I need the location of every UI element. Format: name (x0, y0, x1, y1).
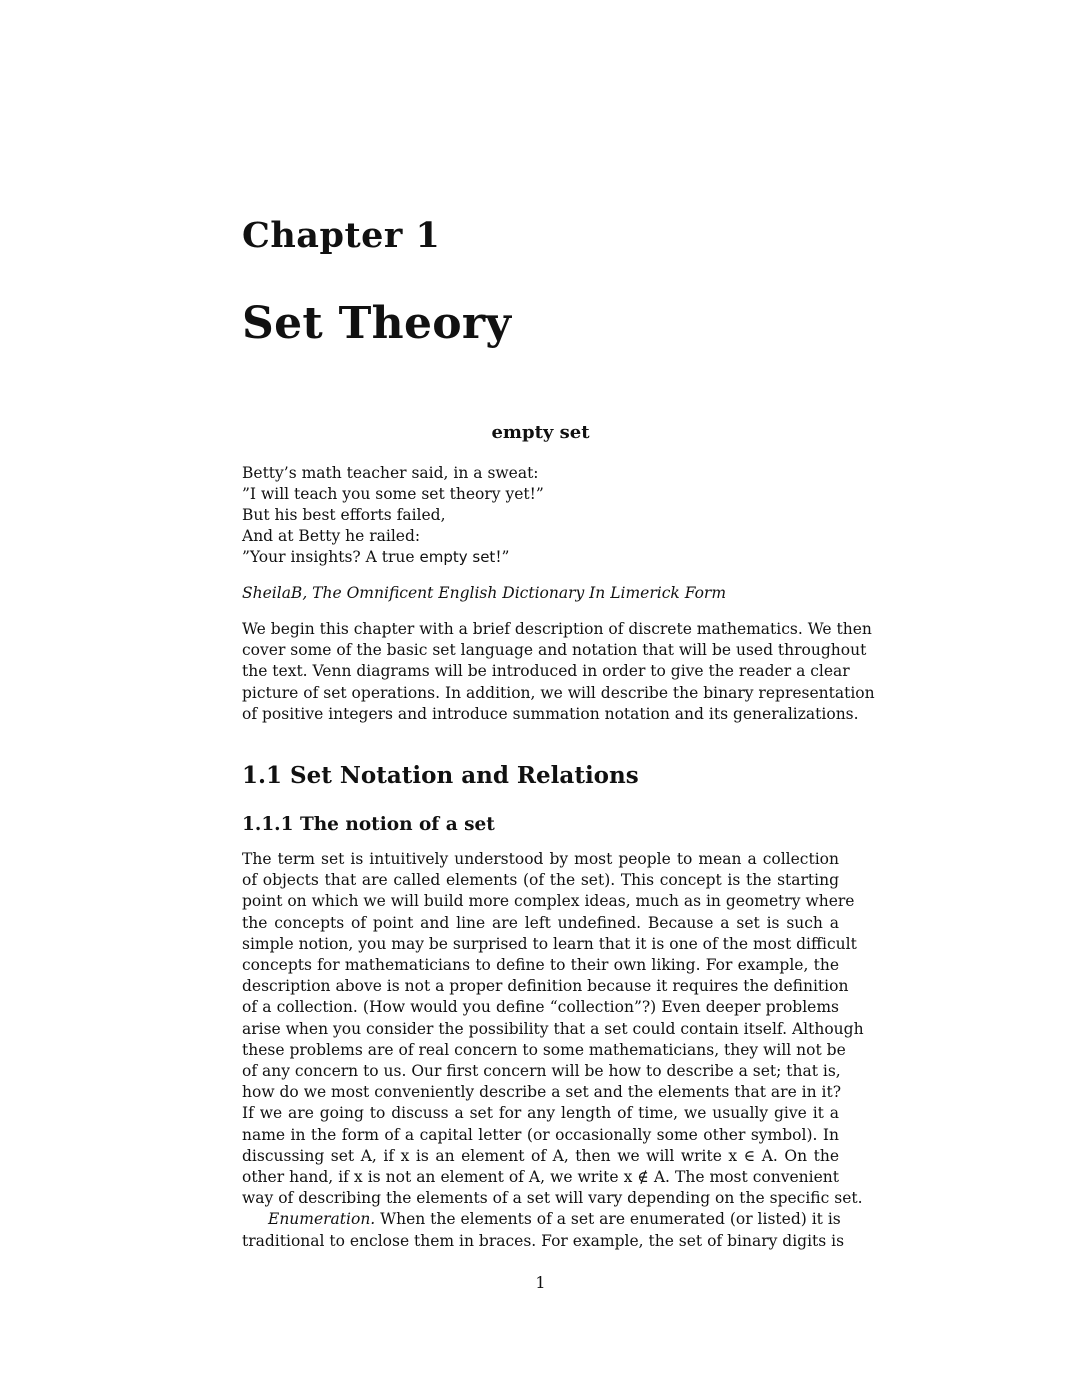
poem-line-tail: !” (495, 548, 510, 566)
body-line: of any concern to us. Our first concern will be how to describe a set; that is, (242, 1062, 841, 1081)
body-line: of objects that are called elements (of the set). This concept is the starting (242, 871, 839, 890)
intro-line: picture of set operations. In addition, we will describe the binary representation (242, 683, 875, 702)
epigraph-attribution: SheilaB, The Omnificent English Dictionary In Limerick Form (242, 584, 727, 602)
body-paragraph (242, 849, 864, 1252)
epigraph-poem (242, 463, 544, 568)
body-line: discussing set A, if x is an element of A, then we will write x ∈ A. On the (242, 1146, 839, 1165)
intro-line: the text. Venn diagrams will be introduced in order to give the reader a clear (242, 662, 850, 681)
body-line: these problems are of real concern to some mathematicians, they will not be (242, 1040, 846, 1059)
chapter-title: Set Theory (242, 298, 512, 349)
poem-line (242, 547, 544, 568)
body-line: of a collection. (How would you define “collection”?) Even deeper problems (242, 998, 839, 1017)
poem-line: ”I will teach you some set theory yet!” (242, 485, 544, 503)
enumeration-line-2: traditional to enclose them in braces. For example, the set of binary digits is (242, 1231, 845, 1250)
intro-line: We begin this chapter with a brief description of discrete mathematics. We then (242, 620, 872, 638)
enumeration-text: When the elements of a set are enumerated (or listed) it is (375, 1210, 841, 1229)
section-heading: 1.1 Set Notation and Relations (242, 762, 639, 789)
poem-line: But his best efforts failed, (242, 506, 446, 524)
body-line: point on which we will build more complex ideas, much as in geometry where (242, 892, 855, 911)
body-line: If we are going to discuss a set for any length of time, we usually give it a (242, 1104, 839, 1123)
epigraph-title: empty set (491, 422, 590, 443)
body-line: name in the form of a capital letter (or occasionally some other symbol). In (242, 1125, 839, 1144)
poem-line: And at Betty he railed: (242, 527, 421, 545)
page-number: 1 (535, 1273, 546, 1292)
poem-emphasis: empty set (419, 548, 496, 566)
chapter-label: Chapter 1 (242, 215, 441, 256)
body-line: way of describing the elements of a set will vary depending on the specific set. (242, 1189, 863, 1208)
body-line: arise when you consider the possibility that a set could contain itself. Although (242, 1019, 864, 1038)
intro-line: cover some of the basic set language and notation that will be used throughout (242, 641, 867, 660)
subsection-heading: 1.1.1 The notion of a set (242, 814, 495, 835)
body-line: description above is not a proper definition because it requires the definition (242, 977, 849, 996)
body-line: concepts for mathematicians to define to their own liking. For example, the (242, 956, 839, 975)
enumeration-line (242, 1209, 839, 1230)
body-line: other hand, if x is not an element of A, we write x ∉ A. The most convenient (242, 1168, 839, 1187)
body-line: the concepts of point and line are left undefined. Because a set is such a (242, 913, 839, 932)
poem-line: Betty’s math teacher said, in a sweat: (242, 464, 539, 482)
body-line: how do we most conveniently describe a set and the elements that are in it? (242, 1083, 842, 1102)
enumeration-lead: Enumeration. (268, 1210, 376, 1229)
body-line: simple notion, you may be surprised to learn that it is one of the most difficult (242, 934, 857, 953)
intro-line: of positive integers and introduce summation notation and its generalizations. (242, 704, 859, 723)
body-line: The term set is intuitively understood by most people to mean a collection (242, 850, 839, 868)
intro-paragraph (242, 619, 875, 725)
poem-line-text: ”Your insights? A true (242, 548, 420, 566)
